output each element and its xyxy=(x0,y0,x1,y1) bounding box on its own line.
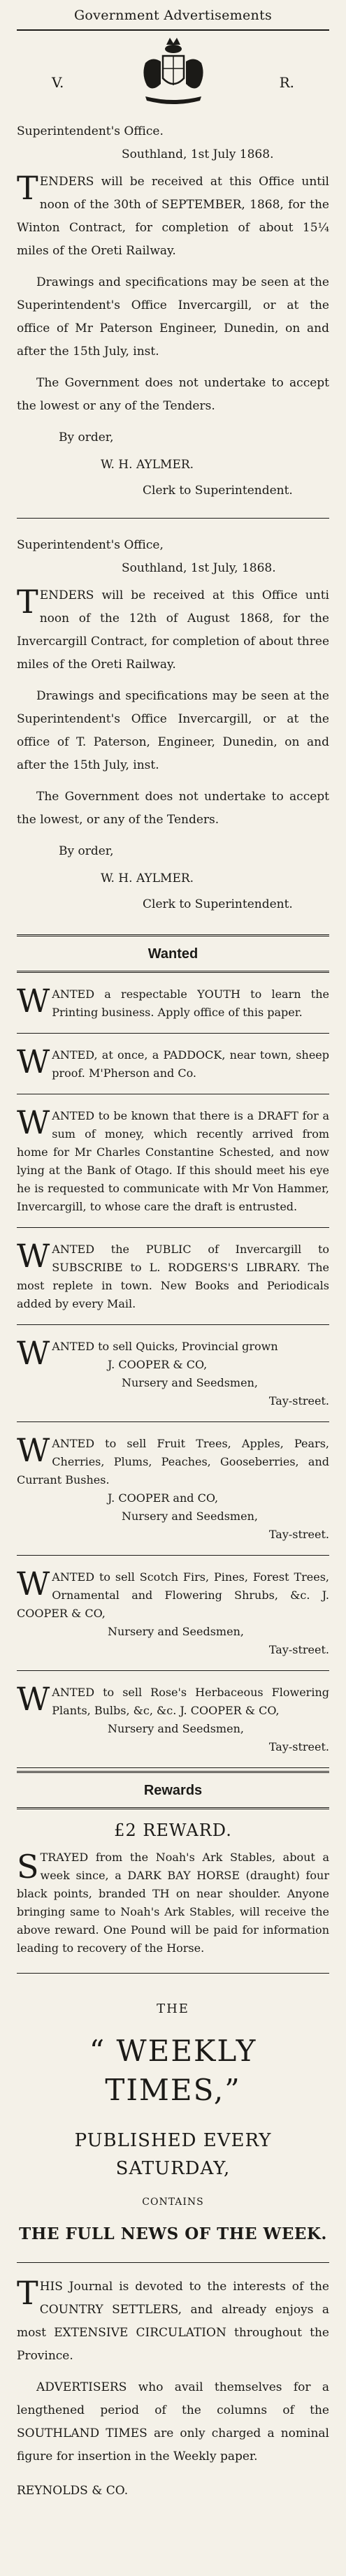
crest-label-right: R. xyxy=(279,74,294,91)
wanted-ad-text-block xyxy=(17,1104,329,1216)
ad-text: HIS Journal is devoted to the interests of the COUNTRY SETTLERS, and already enjoys a most EXTENSIVE CIRCULATION throughout the Province. xyxy=(17,2280,329,2363)
reward-ad xyxy=(17,1809,329,1974)
wanted-ad-signature-line: Tay-street. xyxy=(268,1528,329,1541)
section-heading-wanted: Wanted xyxy=(147,946,199,962)
drop-cap: W xyxy=(17,1043,50,1080)
ad-the: THE xyxy=(157,2002,189,2016)
royal-coat-of-arms-icon xyxy=(131,35,215,108)
masthead-title: Government Advertisements xyxy=(73,8,273,23)
wanted-ad-text: ANTED to sell Quicks, Provincial grown xyxy=(52,1340,278,1353)
crest-label-left: V. xyxy=(52,74,64,91)
wanted-ad-signature-line: Tay-street. xyxy=(268,1394,329,1408)
signer-name: W. H. AYLMER. xyxy=(101,458,194,472)
reward-text-block xyxy=(17,1848,329,1958)
wanted-ad-text: ANTED the PUBLIC of Invercargill to SUBSCRIBE to L. RODGERS'S LIBRARY. The most replete in town. New Books and Periodicals added by every Mail. xyxy=(17,1243,329,1310)
wanted-ad-text-block xyxy=(17,1680,329,1720)
drop-cap: S xyxy=(17,1848,39,1886)
ad-paragraph: ADVERTISERS who avail themselves for a lengthened period of the columns of the SOUTHLAND TIMES are only charged a nominal figure for insertion in the Weekly paper. xyxy=(17,2380,329,2463)
wanted-ad-text-block xyxy=(17,1043,329,1083)
wanted-ad-text: ANTED to sell Fruit Trees, Apples, Pears, Cherries, Plums, Peaches, Gooseberries, and Currant Bushes. xyxy=(17,1437,329,1486)
wanted-ad-text: ANTED to be known that there is a DRAFT for a sum of money, which recently arrived from home for Mr Charles Constantine Schested, and now lying at the Bank of Otago. If this should meet his eye he is requested to communicate with Mr Von Hammer, Invercargill, to whose care the draft is entrusted. xyxy=(17,1109,329,1213)
signer-title: Clerk to Superintendent. xyxy=(143,484,293,498)
ad-signer: REYNOLDS & CO. xyxy=(17,2484,129,2498)
wanted-ad-text-block xyxy=(17,1565,329,1623)
weekly-times-ad xyxy=(17,1974,329,2503)
notice-office: Superintendent's Office. xyxy=(17,124,164,138)
wanted-ad xyxy=(17,1228,329,1325)
drop-cap: W xyxy=(17,1104,50,1141)
wanted-ad-text-block xyxy=(17,982,329,1022)
ad-published: PUBLISHED EVERY SATURDAY, xyxy=(74,2130,272,2179)
notice-paragraph: Drawings and specifications may be seen at the Superintendent's Office Invercargill, or at the office of Mr Paterson Engineer, Dunedin, on and after the 15th July, inst. xyxy=(17,275,329,359)
masthead xyxy=(17,0,329,31)
ad-contains: CONTAINS xyxy=(142,2197,204,2208)
wanted-ad-text: ANTED to sell Rose's Herbaceous Flowering Plants, Bulbs, &c, &c. J. COOPER & CO, xyxy=(52,1686,329,1717)
wanted-ad-signature-line: Nursery and Seedsmen, xyxy=(122,1510,258,1523)
signer-name: W. H. AYLMER. xyxy=(101,871,194,885)
notice-office: Superintendent's Office, xyxy=(17,538,164,552)
notice-text: ENDERS will be received at this Office unti noon of the 12th of August 1868, for the Invercargill Contract, for completion of about three miles of the Oreti Railway. xyxy=(17,588,329,672)
wanted-ad xyxy=(17,1556,329,1671)
section-heading-rewards: Rewards xyxy=(143,1783,203,1798)
notice-paragraph: Drawings and specifications may be seen at the Superintendent's Office Invercargill, or at the office of T. Paterson, Engineer, Dunedin, on and after the 15th July, inst. xyxy=(17,689,329,772)
drop-cap: W xyxy=(17,1431,50,1469)
drop-cap: T xyxy=(17,2274,38,2312)
drop-cap: W xyxy=(17,1565,50,1602)
drop-cap: W xyxy=(17,1334,50,1372)
wanted-ad xyxy=(17,1094,329,1228)
wanted-ad-text-block xyxy=(17,1431,329,1489)
wanted-ad-signature-line: Tay-street. xyxy=(268,1643,329,1656)
wanted-ad-text: ANTED a respectable YOUTH to learn the Printing business. Apply office of this paper. xyxy=(52,987,329,1019)
notice-place-date: Southland, 1st July, 1868. xyxy=(122,561,276,575)
ad-full-news: THE FULL NEWS OF THE WEEK. xyxy=(19,2224,327,2243)
by-order: By order, xyxy=(59,430,114,444)
wanted-ad-text: ANTED to sell Scotch Firs, Pines, Forest Trees, Ornamental and Flowering Shrubs, &c. J. COOPER & CO, xyxy=(17,1570,329,1620)
notice-tenders-winton xyxy=(17,120,329,518)
wanted-ad-text-block xyxy=(17,1237,329,1313)
wanted-ad xyxy=(17,1671,329,1768)
notice-tenders-invercargill xyxy=(17,519,329,934)
wanted-ad xyxy=(17,1034,329,1094)
signer-title: Clerk to Superintendent. xyxy=(143,897,293,911)
wanted-ad-signature-line: J. COOPER and CO, xyxy=(108,1491,219,1505)
wanted-ad-signature-line: Nursery and Seedsmen, xyxy=(122,1376,258,1389)
wanted-ad-signature-line: J. COOPER & CO, xyxy=(108,1358,208,1371)
wanted-ad-signature-line: Nursery and Seedsmen, xyxy=(108,1722,244,1735)
by-order: By order, xyxy=(59,844,114,858)
drop-cap: T xyxy=(17,169,38,207)
ad-paragraph xyxy=(17,2275,329,2368)
notice-paragraph: The Government does not undertake to accept the lowest or any of the Tenders. xyxy=(17,376,329,413)
notice-paragraph xyxy=(17,584,329,676)
wanted-ad xyxy=(17,973,329,1034)
drop-cap: T xyxy=(17,583,38,621)
drop-cap: W xyxy=(17,1680,50,1718)
notice-paragraph: The Government does not undertake to accept the lowest, or any of the Tenders. xyxy=(17,790,329,827)
notice-text: ENDERS will be received at this Office until noon of the 30th of SEPTEMBER, 1868, for the Winton Contract, for completion of about 15¼ miles of the Oreti Railway. xyxy=(17,175,329,258)
divider xyxy=(17,2262,329,2263)
wanted-ad xyxy=(17,1325,329,1422)
notice-place-date: Southland, 1st July 1868. xyxy=(122,147,274,161)
ad-title: “ WEEKLY TIMES,” xyxy=(89,2034,257,2107)
wanted-ad-text: ANTED, at once, a PADDOCK, near town, sheep proof. M'Pherson and Co. xyxy=(52,1048,329,1080)
wanted-ad-signature-line: Tay-street. xyxy=(268,1740,329,1753)
wanted-ad-signature-line: Nursery and Seedsmen, xyxy=(108,1625,244,1638)
wanted-ads-list xyxy=(17,973,329,1768)
reward-title: £2 REWARD. xyxy=(114,1821,232,1840)
royal-crest-row xyxy=(17,31,329,115)
drop-cap: W xyxy=(17,982,50,1020)
wanted-ad xyxy=(17,1422,329,1556)
drop-cap: W xyxy=(17,1237,50,1275)
reward-text: TRAYED from the Noah's Ark Stables, about a week since, a DARK BAY HORSE (draught) four black points, branded TH on near shoulder. Anyone bringing same to Noah's Ark Stables, will receive the above reward. One Pound will be paid for information leading to recovery of the Horse. xyxy=(17,1851,329,1955)
notice-paragraph xyxy=(17,171,329,263)
